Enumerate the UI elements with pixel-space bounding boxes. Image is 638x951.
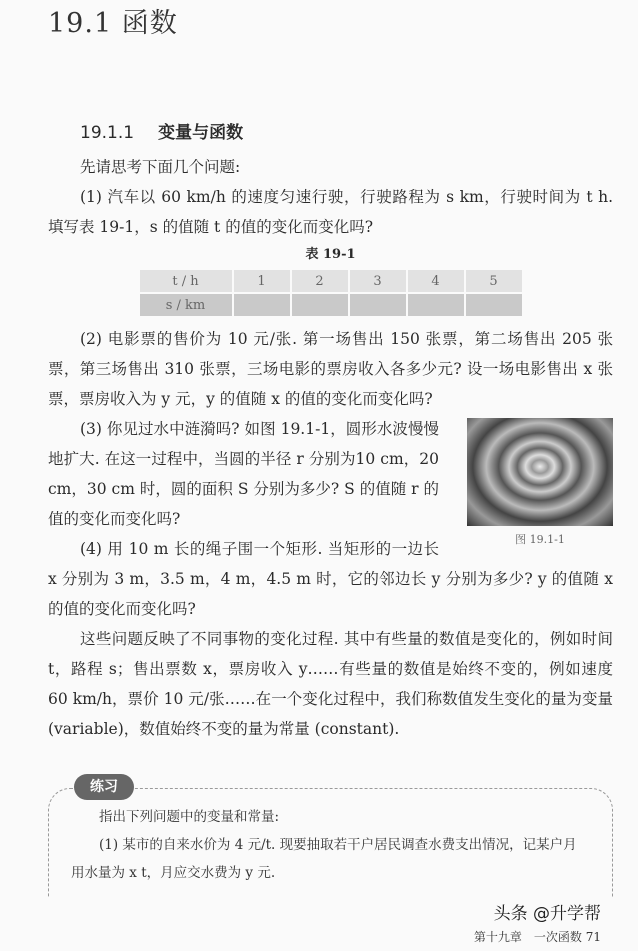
table-cell — [350, 294, 406, 316]
paragraph-question-1: (1) 汽车以 60 km/h 的速度匀速行驶，行驶路程为 s km，行驶时间为 t h. 填写表 19-1，s 的值随 t 的值的变化而变化吗? — [48, 188, 613, 236]
section-title: 19.1 函数 — [48, 8, 178, 39]
table-19-1 — [138, 268, 524, 318]
paragraph-summary: 这些问题反映了不同事物的变化过程. 其中有些量的数值是变化的，例如时间 t，路程 s；售出票数 x，票房收入 y……有些量的数值是始终不变的，例如速度 60 km/h，票价 10 元/张……在一个变化过程中，我们称数值发生变化的量为变量 (variable)，数值始终不变的量为常量 (constant). — [48, 630, 613, 738]
page-footer — [474, 929, 601, 945]
table-cell — [408, 294, 464, 316]
subsection-title: 变量与函数 — [158, 123, 244, 143]
paragraph-question-4: (4) 用 10 m 长的绳子围一个矩形. 当矩形的一边长 x 分别为 3 m，3.5 m，4 m，4.5 m 时，它的邻边长 y 分别为多少? y 的值随 x 的值的变化而变化吗? — [48, 540, 613, 618]
figure-caption: 图 19.1-1 — [515, 533, 565, 546]
table-cell — [234, 294, 290, 316]
subsection-number: 19.1.1 — [80, 123, 135, 143]
table-row — [140, 270, 522, 292]
page-number: 71 — [585, 930, 601, 944]
table-cell: 3 — [350, 270, 406, 292]
page-bottom — [48, 903, 613, 951]
exercise-section — [48, 774, 613, 897]
table-caption: 表 19-1 — [305, 247, 356, 262]
table-cell — [292, 294, 348, 316]
subsection-heading — [80, 120, 613, 146]
paragraph-question-2: (2) 电影票的售价为 10 元/张. 第一场售出 150 张票，第二场售出 205 张票，第三场售出 310 张票，三场电影的票房收入各多少元? 设一场电影售出 x 张票，票房收入为 y 元，y 的值随 x 的值的变化而变化吗? — [48, 330, 613, 408]
water-ripple-image — [467, 418, 613, 526]
table-cell: 4 — [408, 270, 464, 292]
table-cell: 2 — [292, 270, 348, 292]
table-row — [140, 294, 522, 316]
table-cell: 5 — [466, 270, 522, 292]
table-cell: 1 — [234, 270, 290, 292]
table-header-cell: t / h — [140, 270, 232, 292]
chapter-label: 第十九章 一次函数 — [473, 930, 582, 944]
paragraph-question-3: (3) 你见过水中涟漪吗? 如图 19.1-1，圆形水波慢慢地扩大. 在这一过程中，当圆的半径 r 分别为10 cm，20 cm，30 cm 时，圆的面积 S 分别为多少? S 的值随 r 的值的变化而变化吗? — [48, 420, 439, 528]
watermark: 头条 @升学帮 — [493, 904, 601, 924]
exercise-item-1: (1) 某市的自来水价为 4 元/t. 现要抽取若干户居民调查水费支出情况，记某户月用水量为 x t，月应交水费为 y 元. — [71, 837, 577, 881]
table-header-cell: s / km — [140, 294, 232, 316]
exercise-intro: 指出下列问题中的变量和常量: — [99, 809, 280, 825]
figure — [467, 418, 613, 548]
exercise-box — [48, 788, 613, 897]
exercise-badge: 练习 — [74, 774, 134, 800]
table-cell — [466, 294, 522, 316]
paragraph-intro: 先请思考下面几个问题: — [80, 158, 241, 176]
